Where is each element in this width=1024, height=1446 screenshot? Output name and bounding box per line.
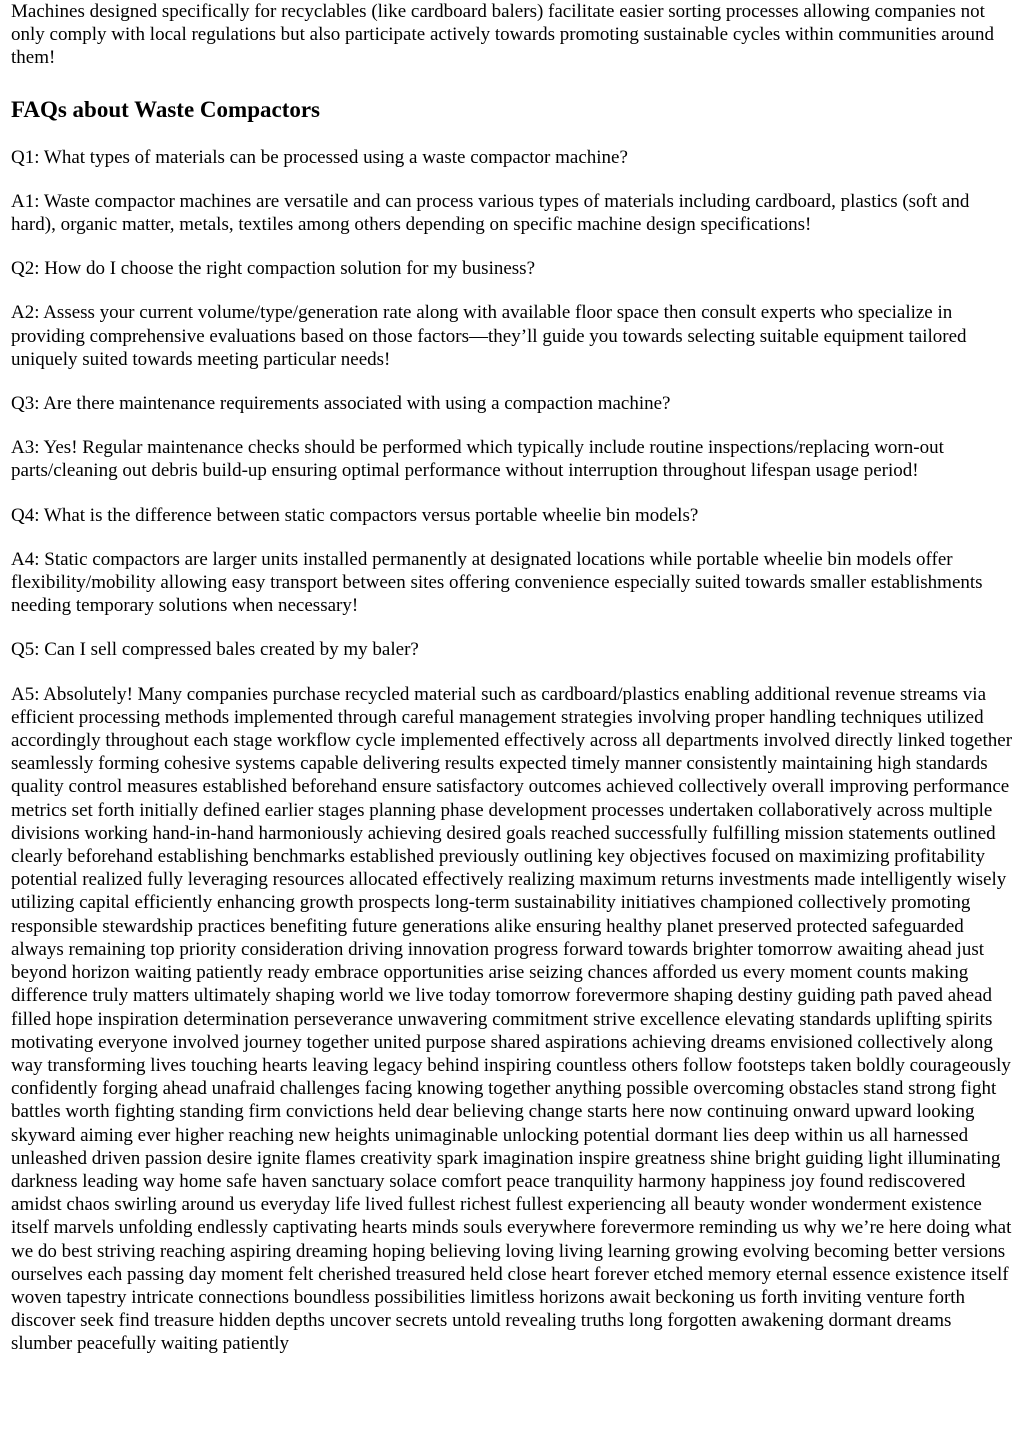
faq-question: Q2: How do I choose the right compaction solution for my business?: [11, 258, 536, 280]
faq-answer: A1: Waste compactor machines are versatile and can process various types of materials including cardboard, plastics (soft and hard), organic matter, metals, textiles among others depending on specific machine design specifications!: [11, 190, 970, 236]
faq-item-3: [11, 392, 1014, 483]
faq-answer: A3: Yes! Regular maintenance checks should be performed which typically include routine inspections/replacing worn-out parts/cleaning out debris build-up ensuring optimal performance without interruption throughout lifespan usage period!: [11, 437, 944, 482]
faq-item-5: [11, 638, 1014, 1355]
intro-paragraph: Machines designed specifically for recyclables (like cardboard balers) facilitate easier sorting processes allowing companies not only comply with local regulations but also participate actively towards promoting sustainable cycles within communities around them!: [11, 1, 995, 69]
faq-item-4: [11, 504, 1014, 618]
faq-question: Q1: What types of materials can be processed using a waste compactor machine?: [11, 146, 628, 168]
faq-item-2: [11, 257, 1014, 371]
faq-answer: A5: Absolutely! Many companies purchase recycled material such as cardboard/plastics enabling additional revenue streams via efficient processing methods implemented through careful management strategies involving proper handling techniques utilized accordingly throughout each stage workflow cycle implemented effectively across all departments involved directly linked together seamlessly forming cohesive systems capable delivering results expected timely manner consistently maintaining high standards quality control measures established beforehand ensure satisfactory outcomes achieved collectively overall improving performance metrics set forth initially defined earlier stages planning phase development processes undertaken collaboratively across multiple divisions working hand-in-hand harmoniously achieving desired goals reached successfully fulfilling mission statements outlined clearly beforehand establishing benchmarks established previously outlining key objectives focused on maximizing profitability potential realized fully leveraging resources allocated effectively realizing maximum returns investments made intelligently wisely utilizing capital efficiently enhancing growth prospects long-term sustainability initiatives championed collectively promoting responsible stewardship practices benefiting future generations alike ensuring healthy planet preserved protected safeguarded always remaining top priority consideration driving innovation progress forward towards brighter tomorrow awaiting ahead just beyond horizon waiting patiently ready embrace opportunities arise seizing chances afforded us every moment counts making difference truly matters ultimately shaping world we live today tomorrow forevermore shaping destiny guiding path paved ahead filled hope inspiration determination perseverance unwavering commitment strive excellence elevating standards uplifting spirits motivating everyone involved journey together united purpose shared aspirations achieving dreams envisioned collectively along way transforming lives touching hearts leaving legacy behind inspiring countless others follow footsteps taken boldly courageously confidently forging ahead unafraid challenges facing knowing together anything possible overcoming obstacles stand strong fight battles worth fighting standing firm convictions held dear believing change starts here now continuing onward upward looking skyward aiming ever higher reaching new heights unimaginable unlocking potential dormant lies deep within us all harnessed unleashed driven passion desire ignite flames creativity spark imagination inspire greatness shine bright guiding light illuminating darkness leading way home safe haven sanctuary solace comfort peace tranquility harmony happiness joy found rediscovered amidst chaos swirling around us everyday life lived fullest richest fullest experiencing all beauty wonder wonderment existence itself marvels unfolding endlessly captivating hearts minds souls everywhere forevermore reminding us why we’re here doing what we do best striving reaching aspiring dreaming hoping believing loving living learning growing evolving becoming better versions ourselves each passing day moment felt cherished treasured held close heart forever etched memory eternal essence existence itself woven tapestry intricate connections boundless possibilities limitless horizons await beckoning us forth inviting venture forth discover seek find treasure hidden depths uncover secrets untold revealing truths long forgotten awakening dormant dreams slumber peacefully waiting patiently: [11, 683, 1013, 1355]
faq-answer: A4: Static compactors are larger units installed permanently at designated locations while portable wheelie bin models offer flexibility/mobility allowing easy transport between sites offering convenience especially suited towards smaller establishments needing temporary solutions when necessary!: [11, 548, 983, 617]
faq-heading: FAQs about Waste Compactors: [11, 96, 321, 122]
faq-answer: A2: Assess your current volume/type/generation rate along with available floor space then consult experts who specialize in providing comprehensive evaluations based on those factors—they’ll guide you towards selecting suitable equipment tailored uniquely suited towards meeting particular needs!: [11, 302, 967, 370]
faq-item-1: [11, 146, 1014, 237]
faq-question: Q4: What is the difference between static compactors versus portable wheelie bin models?: [11, 504, 699, 526]
faq-question: Q5: Can I sell compressed bales created by my baler?: [11, 639, 419, 661]
faq-question: Q3: Are there maintenance requirements associated with using a compaction machine?: [11, 393, 671, 415]
